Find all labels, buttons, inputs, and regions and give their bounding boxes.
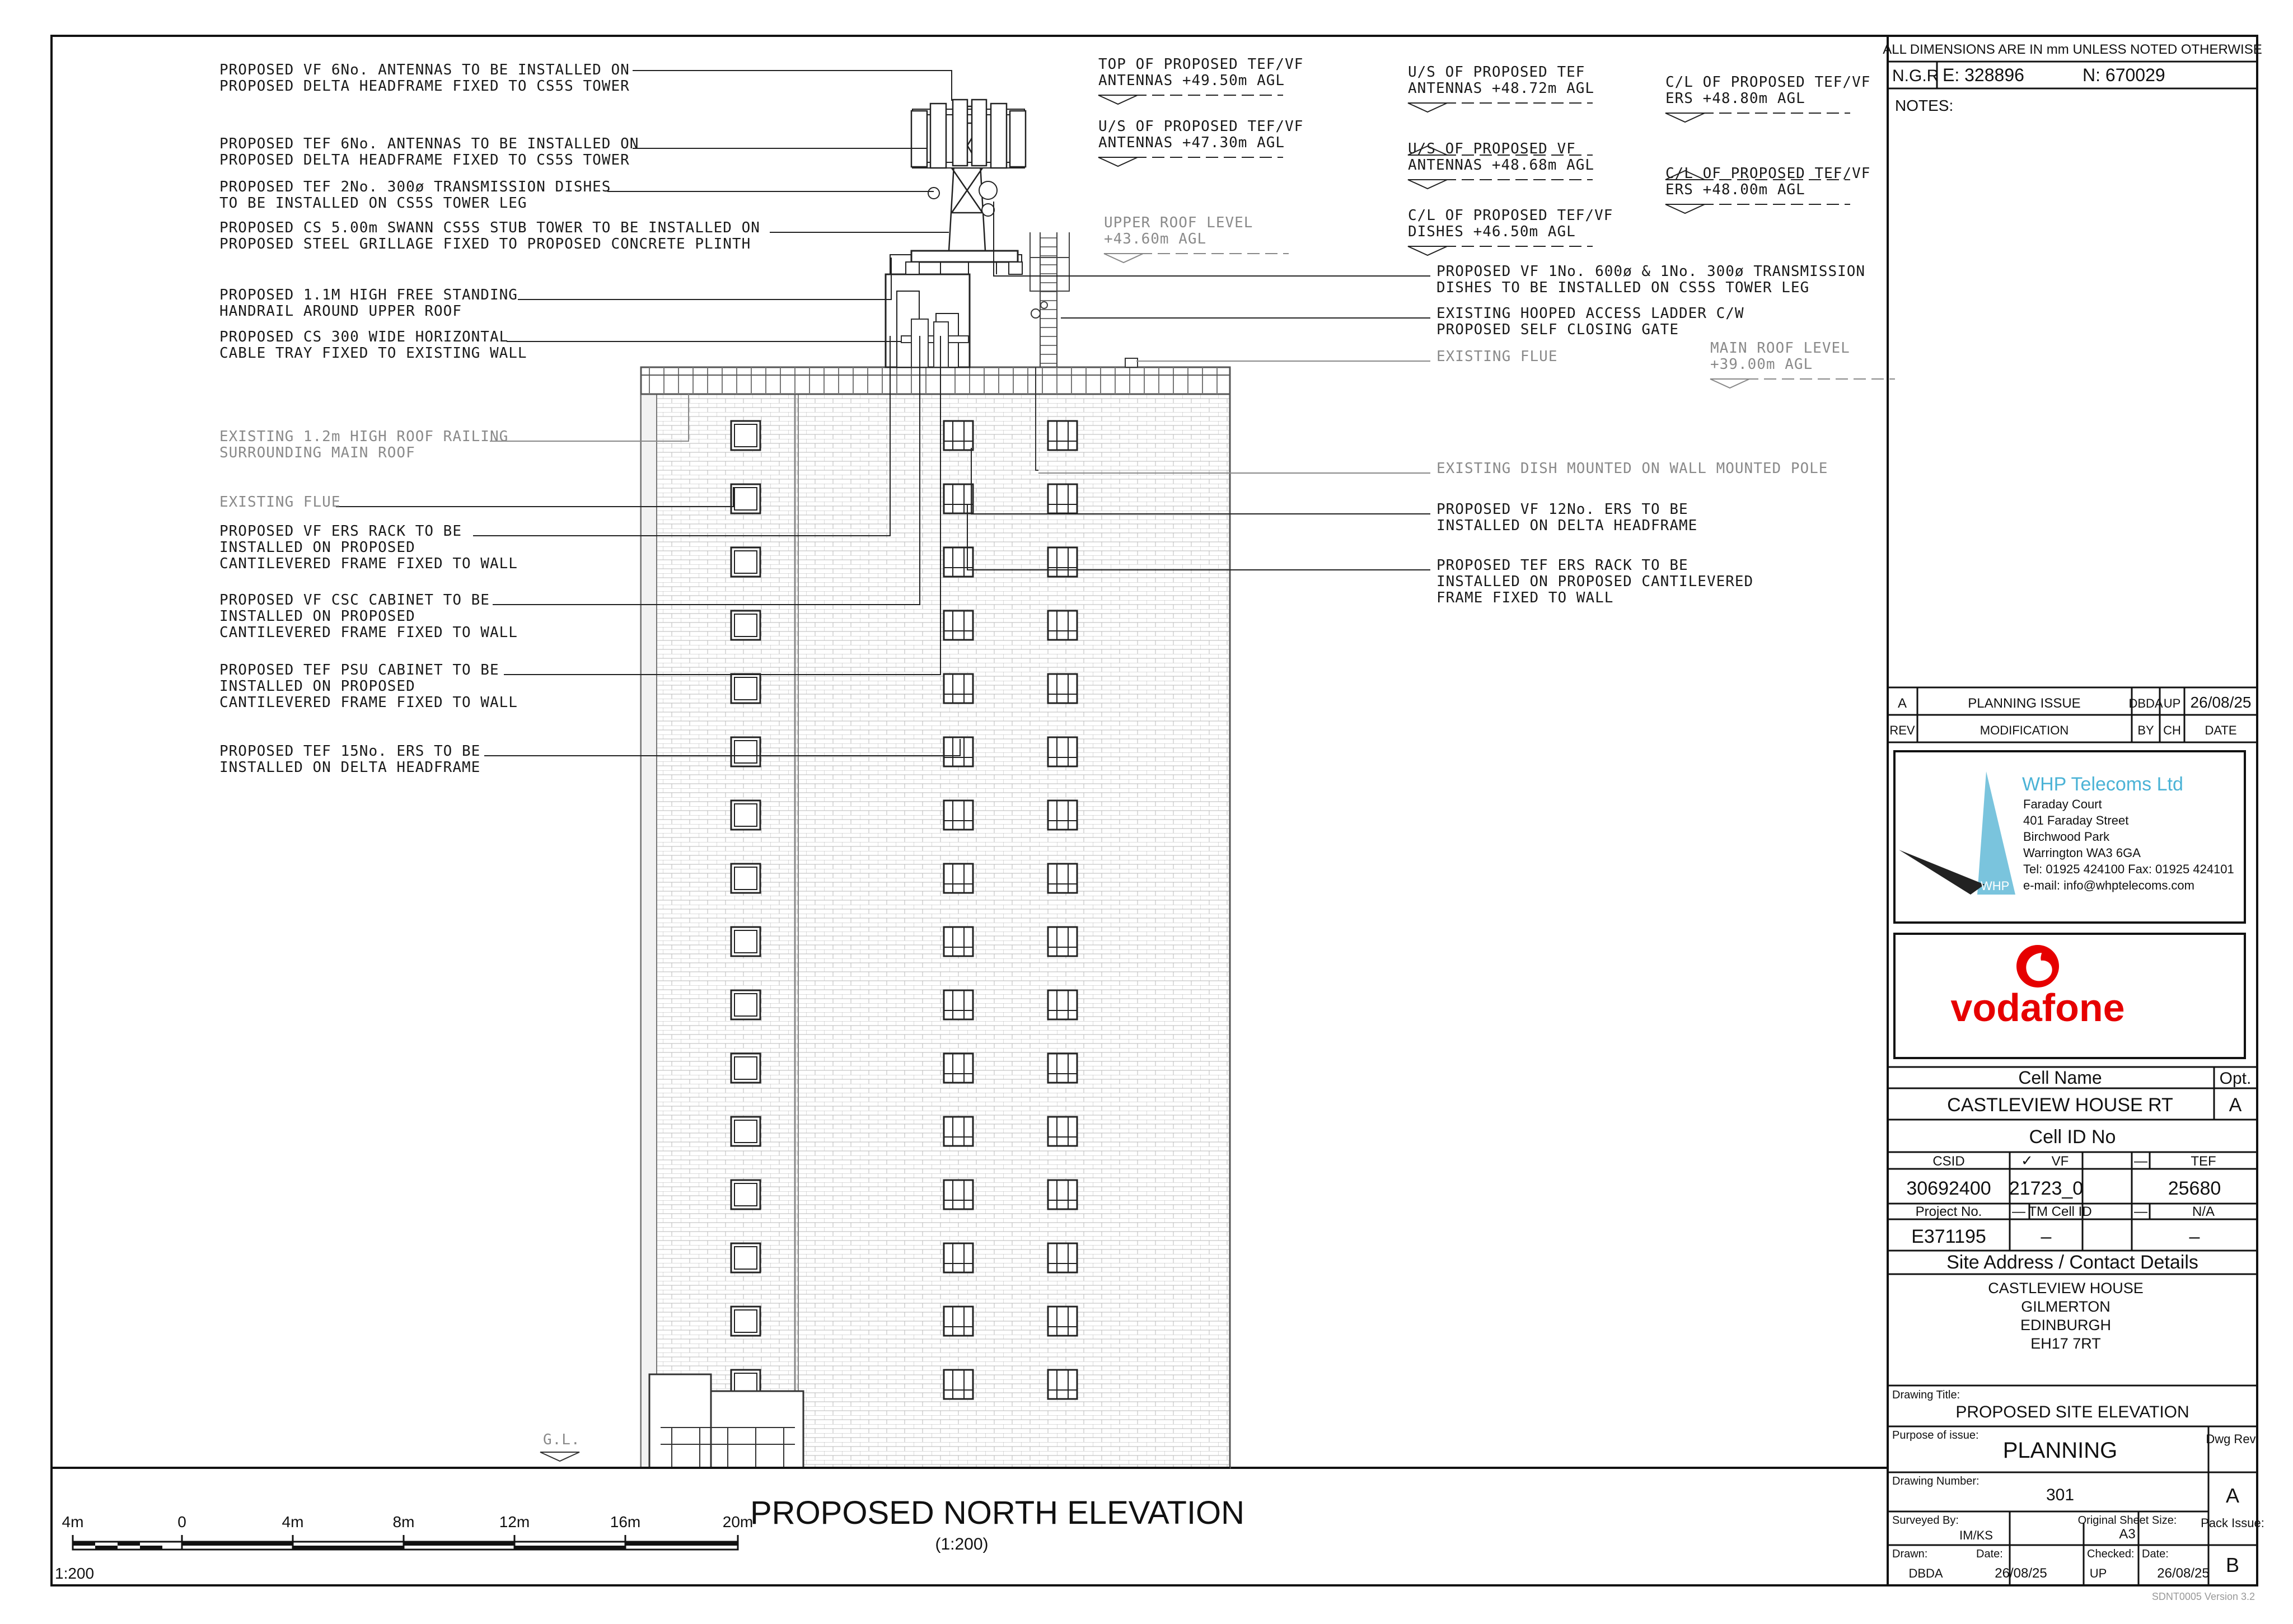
window <box>1048 990 1077 1019</box>
window <box>944 1370 973 1399</box>
window <box>944 484 973 513</box>
window <box>731 864 760 893</box>
revision-letter: A <box>1897 696 1907 711</box>
drawing-number-label: Drawing Number: <box>1892 1475 1980 1487</box>
left-annotation-line: PROPOSED DELTA HEADFRAME FIXED TO CS5S TOWER <box>219 152 630 169</box>
revision-modification: PLANNING ISSUE <box>1968 696 2081 711</box>
tef-label: TEF <box>2191 1154 2216 1169</box>
ngr-easting: E: 328896 <box>1943 65 2024 85</box>
scale-bar-label: 4m <box>282 1513 304 1531</box>
ngr-label: N.G.R <box>1892 67 1939 85</box>
pack-issue: B <box>2225 1553 2240 1576</box>
right-annotation-line: DISHES TO BE INSTALLED ON CS5S TOWER LEG <box>1436 279 1810 296</box>
option: A <box>2229 1094 2242 1116</box>
sheet-size: A3 <box>2119 1527 2136 1542</box>
level-marker-line: ANTENNAS +49.50m AGL <box>1098 72 1285 89</box>
date2-label: Date: <box>2142 1548 2169 1560</box>
left-annotation-line: INSTALLED ON PROPOSED <box>219 608 415 625</box>
drawing-number: 301 <box>2046 1486 2075 1504</box>
left-annotation-line: EXISTING FLUE <box>219 494 341 511</box>
right-annotation-line: EXISTING FLUE <box>1436 348 1558 365</box>
level-marker-line: ANTENNAS +48.72m AGL <box>1408 80 1595 97</box>
existing-flue <box>1125 358 1138 367</box>
level-marker-line: ANTENNAS +47.30m AGL <box>1098 134 1285 151</box>
steel-grillage <box>911 251 1018 262</box>
drawn: DBDA <box>1908 1566 1943 1580</box>
project-no: E371195 <box>1911 1226 1986 1247</box>
scale-bar-label: 12m <box>499 1513 530 1531</box>
tm-cell-value: – <box>2041 1226 2052 1247</box>
pack-issue-label: Pack Issue: <box>2201 1516 2264 1530</box>
dimensions-note: ALL DIMENSIONS ARE IN mm UNLESS NOTED OTHERWISE <box>1883 42 2262 57</box>
level-marker-line: C/L OF PROPOSED TEF/VF <box>1665 74 1871 91</box>
date1: 26/08/25 <box>1995 1566 2047 1581</box>
window <box>944 421 973 450</box>
left-annotation-line: PROPOSED STEEL GRILLAGE FIXED TO PROPOSED CONCRETE PLINTH <box>219 236 751 252</box>
left-annotation-line: PROPOSED VF ERS RACK TO BE <box>219 523 462 540</box>
scale-bar-label: 8m <box>392 1513 415 1531</box>
level-marker-line: TOP OF PROPOSED TEF/VF <box>1098 56 1304 73</box>
vf-check: ✓ <box>2021 1152 2033 1169</box>
window <box>731 547 760 577</box>
template-reference: SDNT0005 Version 3.2 <box>2151 1591 2255 1602</box>
window <box>1048 1054 1077 1083</box>
window <box>731 737 760 766</box>
window <box>731 1054 760 1083</box>
window <box>731 484 760 513</box>
left-annotation-line: CANTILEVERED FRAME FIXED TO WALL <box>219 555 518 572</box>
window <box>731 674 760 703</box>
scale-bar-label: 20m <box>722 1513 754 1531</box>
window <box>1048 421 1077 450</box>
date2: 26/08/25 <box>2157 1566 2210 1581</box>
left-annotation-line: PROPOSED CS 5.00m SWANN CS5S STUB TOWER TO BE INSTALLED ON <box>219 219 760 236</box>
right-annotation-line: FRAME FIXED TO WALL <box>1436 589 1614 606</box>
window <box>944 1243 973 1272</box>
right-annotation-line: PROPOSED TEF ERS RACK TO BE <box>1436 557 1688 574</box>
ground-level-label: G.L. <box>543 1431 581 1448</box>
window <box>944 801 973 830</box>
cell-name: CASTLEVIEW HOUSE RT <box>1947 1094 2173 1116</box>
level-marker-line: UPPER ROOF LEVEL <box>1104 214 1253 231</box>
facade-pilaster-left <box>641 394 657 1468</box>
left-annotation-line: PROPOSED VF 6No. ANTENNAS TO BE INSTALLED ON <box>219 62 630 78</box>
window <box>731 1117 760 1146</box>
window <box>1048 927 1077 956</box>
na-value: – <box>2189 1226 2200 1247</box>
level-marker-line: +43.60m AGL <box>1104 231 1207 247</box>
left-annotation-line: PROPOSED TEF 15No. ERS TO BE <box>219 743 481 760</box>
left-annotation-line: TO BE INSTALLED ON CS5S TOWER LEG <box>219 195 527 212</box>
date-header: DATE <box>2205 723 2237 737</box>
left-annotation-line: INSTALLED ON DELTA HEADFRAME <box>219 759 481 776</box>
window <box>1048 1243 1077 1272</box>
window <box>1048 1180 1077 1209</box>
window <box>1048 674 1077 703</box>
ground-level-marker <box>540 1431 581 1461</box>
company-address-line: Tel: 01925 424100 Fax: 01925 424101 <box>2023 862 2234 876</box>
scale-bar-label: 0 <box>177 1513 186 1531</box>
level-marker-line: ERS +48.80m AGL <box>1665 90 1805 107</box>
site-address-label: Site Address / Contact Details <box>1946 1252 2198 1273</box>
title-block <box>1883 42 2264 1602</box>
left-annotation-line: CANTILEVERED FRAME FIXED TO WALL <box>219 624 518 641</box>
window <box>1048 1307 1077 1336</box>
sheet-size-label: Original Sheet Size: <box>2077 1514 2177 1527</box>
window <box>944 611 973 640</box>
company-address-line: Birchwood Park <box>2023 830 2110 844</box>
company-address-line: Warrington WA3 6GA <box>2023 846 2141 860</box>
right-annotation-line: PROPOSED VF 12No. ERS TO BE <box>1436 501 1688 518</box>
left-annotation-line: INSTALLED ON PROPOSED <box>219 678 415 695</box>
window <box>731 1243 760 1272</box>
right-annotation-line: INSTALLED ON PROPOSED CANTILEVERED <box>1436 573 1754 590</box>
date1-label: Date: <box>1976 1548 2003 1560</box>
building-facade <box>641 394 1230 1468</box>
window <box>944 1117 973 1146</box>
window <box>944 737 973 766</box>
window <box>1048 801 1077 830</box>
window <box>944 1307 973 1336</box>
window <box>944 674 973 703</box>
level-marker-line: C/L OF PROPOSED TEF/VF <box>1665 165 1871 182</box>
left-annotation-line: PROPOSED TEF 2No. 300ø TRANSMISSION DISHES <box>219 179 611 195</box>
level-marker-line: U/S OF PROPOSED TEF/VF <box>1098 118 1304 135</box>
ngr-northing: N: 670029 <box>2083 65 2165 85</box>
sheet-scale: 1:200 <box>55 1565 95 1582</box>
project-no-label: Project No. <box>1915 1204 1982 1219</box>
window <box>731 1307 760 1336</box>
by-header: BY <box>2137 723 2154 737</box>
tm-dash: — <box>2012 1204 2025 1219</box>
tm-cell-label: TM Cell ID <box>2028 1204 2092 1219</box>
tef-value: 25680 <box>2168 1178 2221 1199</box>
site-address-line: CASTLEVIEW HOUSE <box>1988 1280 2144 1297</box>
right-annotation-line: PROPOSED VF 1No. 600ø & 1No. 300ø TRANSMISSION <box>1436 263 1866 280</box>
right-annotations <box>1436 263 1865 606</box>
level-marker-line: MAIN ROOF LEVEL <box>1710 340 1850 357</box>
vf-value: 21723_0 <box>2009 1178 2084 1199</box>
elevation-title: PROPOSED NORTH ELEVATION <box>750 1495 1245 1531</box>
company-address-line: Faraday Court <box>2023 797 2102 811</box>
level-marker-line: U/S OF PROPOSED TEF <box>1408 64 1585 81</box>
left-annotation-line: SURROUNDING MAIN ROOF <box>219 444 415 461</box>
level-markers <box>1098 56 1895 388</box>
window <box>731 801 760 830</box>
purpose: PLANNING <box>2002 1438 2118 1463</box>
drawing-title: PROPOSED SITE ELEVATION <box>1955 1403 2189 1421</box>
window <box>731 990 760 1019</box>
main-roof-parapet <box>641 367 1230 394</box>
revision-date: 26/08/25 <box>2190 694 2252 711</box>
left-annotation-line: HANDRAIL AROUND UPPER ROOF <box>219 303 462 320</box>
window <box>1048 1117 1077 1146</box>
client-logo: vodafone <box>1950 986 2125 1029</box>
surveyed-by: IM/KS <box>1959 1528 1993 1542</box>
window <box>1048 1370 1077 1399</box>
revision-by: DBDA <box>2128 696 2163 710</box>
vf-label: VF <box>2051 1154 2069 1169</box>
left-annotation-line: PROPOSED TEF PSU CABINET TO BE <box>219 662 499 678</box>
dwg-rev: A <box>2225 1484 2240 1507</box>
window <box>944 547 973 577</box>
purpose-label: Purpose of issue: <box>1892 1429 1979 1442</box>
building-elevation <box>504 367 1230 1468</box>
company-address-line: 401 Faraday Street <box>2023 813 2129 827</box>
window <box>944 990 973 1019</box>
window <box>731 421 760 450</box>
site-address-line: EDINBURGH <box>2020 1317 2112 1333</box>
vodafone-speechmark-icon <box>2016 945 2059 987</box>
modification-header: MODIFICATION <box>1980 723 2069 737</box>
revision-ch: UP <box>2163 696 2181 710</box>
window <box>944 864 973 893</box>
rev-header: REV <box>1889 723 1915 737</box>
window <box>944 1180 973 1209</box>
scale-bar-label: 4m <box>62 1513 84 1531</box>
na-label: N/A <box>2192 1204 2215 1219</box>
drawing-title-label: Drawing Title: <box>1892 1389 1960 1401</box>
opt-label: Opt. <box>2219 1069 2252 1088</box>
surveyed-by-label: Surveyed By: <box>1892 1514 1959 1527</box>
left-annotation-line: PROPOSED TEF 6No. ANTENNAS TO BE INSTALLED ON <box>219 135 639 152</box>
site-address-line: GILMERTON <box>2021 1298 2111 1315</box>
window <box>731 611 760 640</box>
access-ladder <box>1030 232 1069 367</box>
window <box>1048 611 1077 640</box>
scale-bar-label: 16m <box>610 1513 641 1531</box>
whp-logo-text: WHP <box>1981 879 2010 893</box>
company-name: WHP Telecoms Ltd <box>2022 774 2183 795</box>
left-annotation-line: PROPOSED CS 300 WIDE HORIZONTAL <box>219 329 509 345</box>
window <box>731 927 760 956</box>
level-marker-line: C/L OF PROPOSED TEF/VF <box>1408 207 1613 224</box>
left-annotation-line: PROPOSED DELTA HEADFRAME FIXED TO CS5S TOWER <box>219 78 630 95</box>
window <box>731 1180 760 1209</box>
elevation-scale-note: (1:200) <box>935 1535 989 1553</box>
scale-bar <box>55 1513 753 1582</box>
left-annotation-line: PROPOSED VF CSC CABINET TO BE <box>219 592 490 609</box>
ch-header: CH <box>2163 723 2181 737</box>
right-annotation-line: PROPOSED SELF CLOSING GATE <box>1436 321 1679 338</box>
tef-dash: — <box>2134 1154 2147 1169</box>
csid-label: CSID <box>1932 1154 1965 1169</box>
left-annotation-line: PROPOSED 1.1M HIGH FREE STANDING <box>219 287 518 303</box>
level-marker-line: U/S OF PROPOSED VF <box>1408 141 1576 157</box>
cell-id-label: Cell ID No <box>2029 1126 2116 1148</box>
dwg-rev-label: Dwg Rev: <box>2206 1432 2259 1446</box>
level-marker-line: +39.00m AGL <box>1710 356 1813 373</box>
window <box>1048 737 1077 766</box>
window <box>1048 547 1077 577</box>
na-dash: — <box>2134 1204 2147 1219</box>
level-marker-line: ERS +48.00m AGL <box>1665 181 1805 198</box>
left-annotation-line: CABLE TRAY FIXED TO EXISTING WALL <box>219 345 527 362</box>
site-address-line: EH17 7RT <box>2030 1335 2101 1352</box>
left-annotation-line: EXISTING 1.2m HIGH ROOF RAILING <box>219 428 509 445</box>
right-annotation-line: EXISTING HOOPED ACCESS LADDER C/W <box>1436 305 1744 322</box>
csid-value: 30692400 <box>1906 1178 1991 1199</box>
antenna-headframe <box>911 100 1026 216</box>
right-annotation-line: INSTALLED ON DELTA HEADFRAME <box>1436 517 1698 534</box>
left-annotation-line: INSTALLED ON PROPOSED <box>219 539 415 556</box>
window <box>944 927 973 956</box>
checked-label: Checked: <box>2087 1548 2135 1560</box>
company-address-line: e-mail: info@whptelecoms.com <box>2023 878 2194 892</box>
level-marker-line: DISHES +46.50m AGL <box>1408 223 1576 240</box>
window <box>1048 864 1077 893</box>
right-annotation-line: EXISTING DISH MOUNTED ON WALL MOUNTED POLE <box>1436 460 1828 477</box>
level-marker-line: ANTENNAS +48.68m AGL <box>1408 157 1595 174</box>
cell-name-label: Cell Name <box>2018 1068 2102 1088</box>
window <box>944 1054 973 1083</box>
drawn-label: Drawn: <box>1892 1548 1928 1560</box>
window <box>1048 484 1077 513</box>
left-annotation-line: CANTILEVERED FRAME FIXED TO WALL <box>219 694 518 711</box>
notes-label: NOTES: <box>1895 97 1954 114</box>
checked: UP <box>2089 1566 2107 1580</box>
